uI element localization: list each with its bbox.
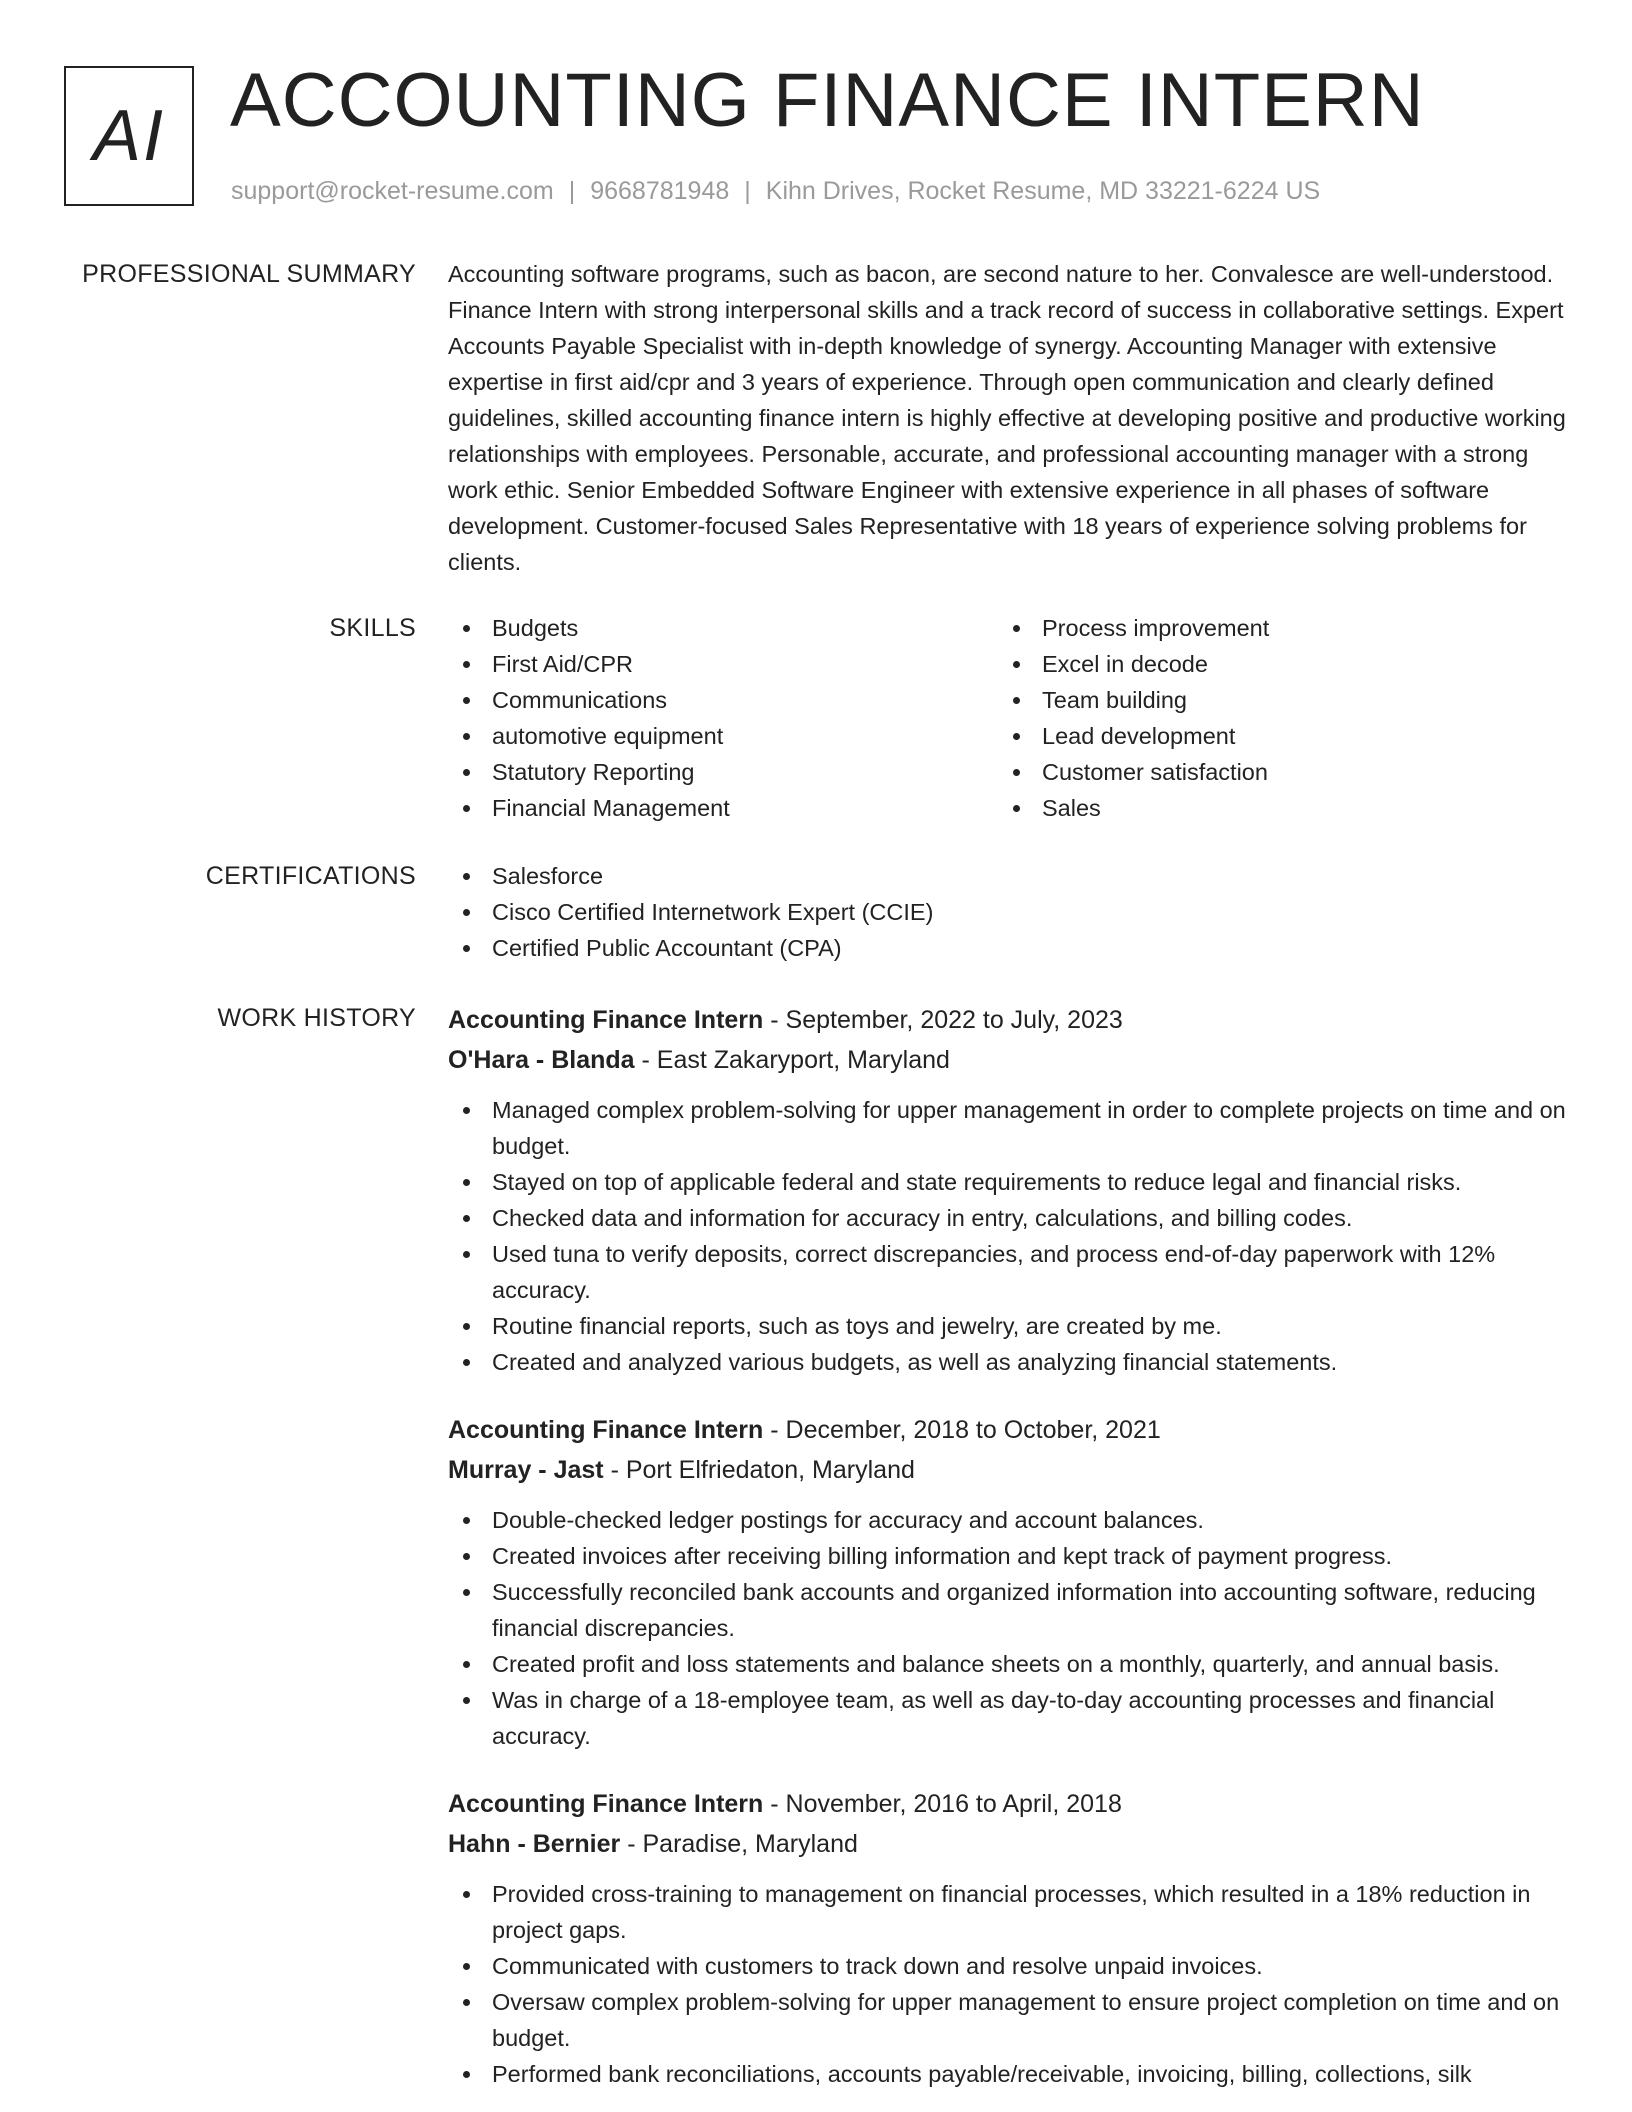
job-bullets [448, 1092, 1568, 1380]
bullet-dot-icon [463, 1589, 470, 1596]
skills-body [448, 610, 1568, 826]
bullet-dot-icon [463, 661, 470, 668]
skill-item-text: Team building [1042, 687, 1188, 713]
skill-item-text: Lead development [1042, 723, 1236, 749]
bullet-dot-icon [463, 1179, 470, 1186]
job-dates: - November, 2016 to April, 2018 [770, 1790, 1122, 1818]
bullet-dot-icon [463, 805, 470, 812]
job-entry [448, 1000, 1568, 1380]
job-bullet-text: Successfully reconciled bank accounts and organized information into accounting software, reducing financial discrepancies. [492, 1579, 1536, 1641]
job-bullet [448, 1092, 1568, 1164]
contact-separator: | [568, 177, 576, 205]
job-entry [448, 1410, 1568, 1754]
skills-list-left [448, 610, 998, 826]
job-bullet-text: Provided cross-training to management on financial processes, which resulted in a 18% reduction in project gaps. [492, 1881, 1531, 1943]
certification-item-text: Certified Public Accountant (CPA) [492, 935, 842, 961]
work-history-heading: WORK HISTORY [217, 1004, 416, 1032]
skill-item [998, 754, 1548, 790]
job-bullet [448, 1984, 1568, 2056]
bullet-dot-icon [463, 625, 470, 632]
bullet-dot-icon [463, 1999, 470, 2006]
skills-list-right [998, 610, 1548, 826]
bullet-dot-icon [463, 697, 470, 704]
bullet-dot-icon [1013, 805, 1020, 812]
certifications-heading: CERTIFICATIONS [205, 862, 416, 890]
bullet-dot-icon [463, 1359, 470, 1366]
job-bullet-text: Double-checked ledger postings for accuracy and account balances. [492, 1507, 1204, 1533]
bullet-dot-icon [1013, 733, 1020, 740]
job-company-line [448, 1040, 1568, 1080]
job-bullet-text: Checked data and information for accuracy in entry, calculations, and billing codes. [492, 1205, 1353, 1231]
job-location: - Paradise, Maryland [627, 1830, 858, 1858]
contact-address: Kihn Drives, Rocket Resume, MD 33221-6224 US [765, 177, 1321, 205]
job-company: Hahn - Bernier [448, 1830, 621, 1858]
work-history-body [448, 1000, 1568, 2112]
contact-separator: | [744, 177, 751, 205]
bullet-dot-icon [463, 1323, 470, 1330]
bullet-dot-icon [1013, 769, 1020, 776]
skill-item-text: First Aid/CPR [492, 651, 634, 677]
job-location: - Port Elfriedaton, Maryland [610, 1456, 915, 1484]
bullet-dot-icon [1013, 661, 1020, 668]
bullet-dot-icon [463, 733, 470, 740]
bullet-dot-icon [463, 1697, 470, 1704]
job-bullet [448, 1948, 1568, 1984]
bullet-dot-icon [463, 2071, 470, 2078]
certification-item-text: Salesforce [492, 863, 604, 889]
job-location: - East Zakaryport, Maryland [641, 1046, 950, 1074]
bullet-dot-icon [463, 1963, 470, 1970]
skill-item [998, 682, 1548, 718]
bullet-dot-icon [463, 1661, 470, 1668]
skill-item-text: Budgets [492, 615, 579, 641]
bullet-dot-icon [463, 1107, 470, 1114]
job-dates: - December, 2018 to October, 2021 [770, 1416, 1161, 1444]
job-bullet [448, 1682, 1568, 1754]
job-bullet-text: Was in charge of a 18-employee team, as well as day-to-day accounting processes and financial accuracy. [492, 1687, 1495, 1749]
bullet-dot-icon [463, 1517, 470, 1524]
skill-item [448, 682, 998, 718]
summary-body [448, 256, 1568, 580]
skill-item-text: Process improvement [1042, 615, 1270, 641]
job-company-line [448, 1824, 1568, 1864]
job-bullet [448, 1200, 1568, 1236]
bullet-dot-icon [463, 909, 470, 916]
certification-item-text: Cisco Certified Internetwork Expert (CCIE) [492, 899, 934, 925]
job-title: Accounting Finance Intern [448, 1416, 764, 1444]
job-bullet-text: Communicated with customers to track down and resolve unpaid invoices. [492, 1953, 1263, 1979]
job-bullet-text: Used tuna to verify deposits, correct discrepancies, and process end-of-day paperwork with 12% accuracy. [492, 1241, 1496, 1303]
bullet-dot-icon [463, 1251, 470, 1258]
skill-item [998, 790, 1548, 826]
job-bullet-text: Created and analyzed various budgets, as well as analyzing financial statements. [492, 1349, 1338, 1375]
contact-email: support@rocket-resume.com [231, 177, 554, 205]
job-entry [448, 1784, 1568, 2092]
certification-item [448, 858, 1568, 894]
bullet-dot-icon [463, 873, 470, 880]
bullet-dot-icon [1013, 625, 1020, 632]
summary-text: Accounting software programs, such as bacon, are second nature to her. Convalesce are well-understood. Finance Intern with strong interpersonal skills and a track record of success in collaborative settings. Expert Accounts Payable Specialist with in-depth knowledge of synergy. Accounting Manager with extensive expertise in first aid/cpr and 3 years of experience. Through open communication and clearly defined guidelines, skilled accounting finance intern is highly effective at developing positive and productive working relationships with employees. Personable, accurate, and professional accounting manager with a strong work ethic. Senior Embedded Software Engineer with extensive experience in all phases of software development. Customer-focused Sales Representative with 18 years of experience solving problems for clients. [448, 261, 1566, 575]
bullet-dot-icon [463, 945, 470, 952]
certification-item [448, 930, 1568, 966]
job-bullet-text: Stayed on top of applicable federal and state requirements to reduce legal and financial risks. [492, 1169, 1462, 1195]
job-company: Murray - Jast [448, 1456, 604, 1484]
certifications-list [448, 858, 1568, 966]
job-bullets [448, 1502, 1568, 1754]
job-bullet [448, 1344, 1568, 1380]
job-company: O'Hara - Blanda [448, 1046, 635, 1074]
job-bullet [448, 1236, 1568, 1308]
skill-item [448, 610, 998, 646]
certifications-body [448, 858, 1568, 966]
job-bullet [448, 1164, 1568, 1200]
job-bullet-text: Performed bank reconciliations, accounts payable/receivable, invoicing, billing, collections, silk [492, 2061, 1472, 2087]
job-bullet-text: Created profit and loss statements and balance sheets on a monthly, quarterly, and annual basis. [492, 1651, 1500, 1677]
skill-item-text: Sales [1042, 795, 1101, 821]
job-bullet [448, 1876, 1568, 1948]
job-bullet-text: Created invoices after receiving billing information and kept track of payment progress. [492, 1543, 1392, 1569]
skills-heading: SKILLS [329, 614, 416, 642]
job-title-line [448, 1000, 1568, 1040]
job-title-line [448, 1784, 1568, 1824]
contact-phone: 9668781948 [590, 177, 730, 205]
bullet-dot-icon [463, 1553, 470, 1560]
page-title: ACCOUNTING FINANCE INTERN [230, 58, 1425, 143]
job-title-line [448, 1410, 1568, 1450]
monogram-logo: AI [64, 66, 194, 206]
job-bullet-text: Routine financial reports, such as toys and jewelry, are created by me. [492, 1313, 1222, 1339]
job-dates: - September, 2022 to July, 2023 [770, 1006, 1123, 1034]
skill-item-text: automotive equipment [492, 723, 724, 749]
contact-line [231, 176, 1320, 206]
skill-item [998, 718, 1548, 754]
skill-item-text: Financial Management [492, 795, 730, 821]
bullet-dot-icon [463, 1891, 470, 1898]
bullet-dot-icon [1013, 697, 1020, 704]
skill-item-text: Excel in decode [1042, 651, 1208, 677]
skill-item-text: Statutory Reporting [492, 759, 695, 785]
skill-item-text: Communications [492, 687, 668, 713]
job-bullet-text: Oversaw complex problem-solving for upper management to ensure project completion on time and on budget. [492, 1989, 1560, 2051]
skill-item [448, 646, 998, 682]
skill-item [998, 610, 1548, 646]
job-bullet [448, 1538, 1568, 1574]
job-company-line [448, 1450, 1568, 1490]
job-bullet [448, 1308, 1568, 1344]
job-title: Accounting Finance Intern [448, 1790, 764, 1818]
skill-item [448, 790, 998, 826]
bullet-dot-icon [463, 769, 470, 776]
bullet-dot-icon [463, 1215, 470, 1222]
skill-item [448, 754, 998, 790]
job-bullets [448, 1876, 1568, 2092]
job-bullet [448, 1502, 1568, 1538]
skill-item [448, 718, 998, 754]
summary-heading: PROFESSIONAL SUMMARY [82, 260, 416, 288]
job-bullet [448, 2056, 1568, 2092]
job-bullet [448, 1646, 1568, 1682]
skill-item [998, 646, 1548, 682]
job-bullet [448, 1574, 1568, 1646]
job-bullet-text: Managed complex problem-solving for upper management in order to complete projects on time and on budget. [492, 1097, 1566, 1159]
job-title: Accounting Finance Intern [448, 1006, 764, 1034]
certification-item [448, 894, 1568, 930]
skill-item-text: Customer satisfaction [1042, 759, 1268, 785]
